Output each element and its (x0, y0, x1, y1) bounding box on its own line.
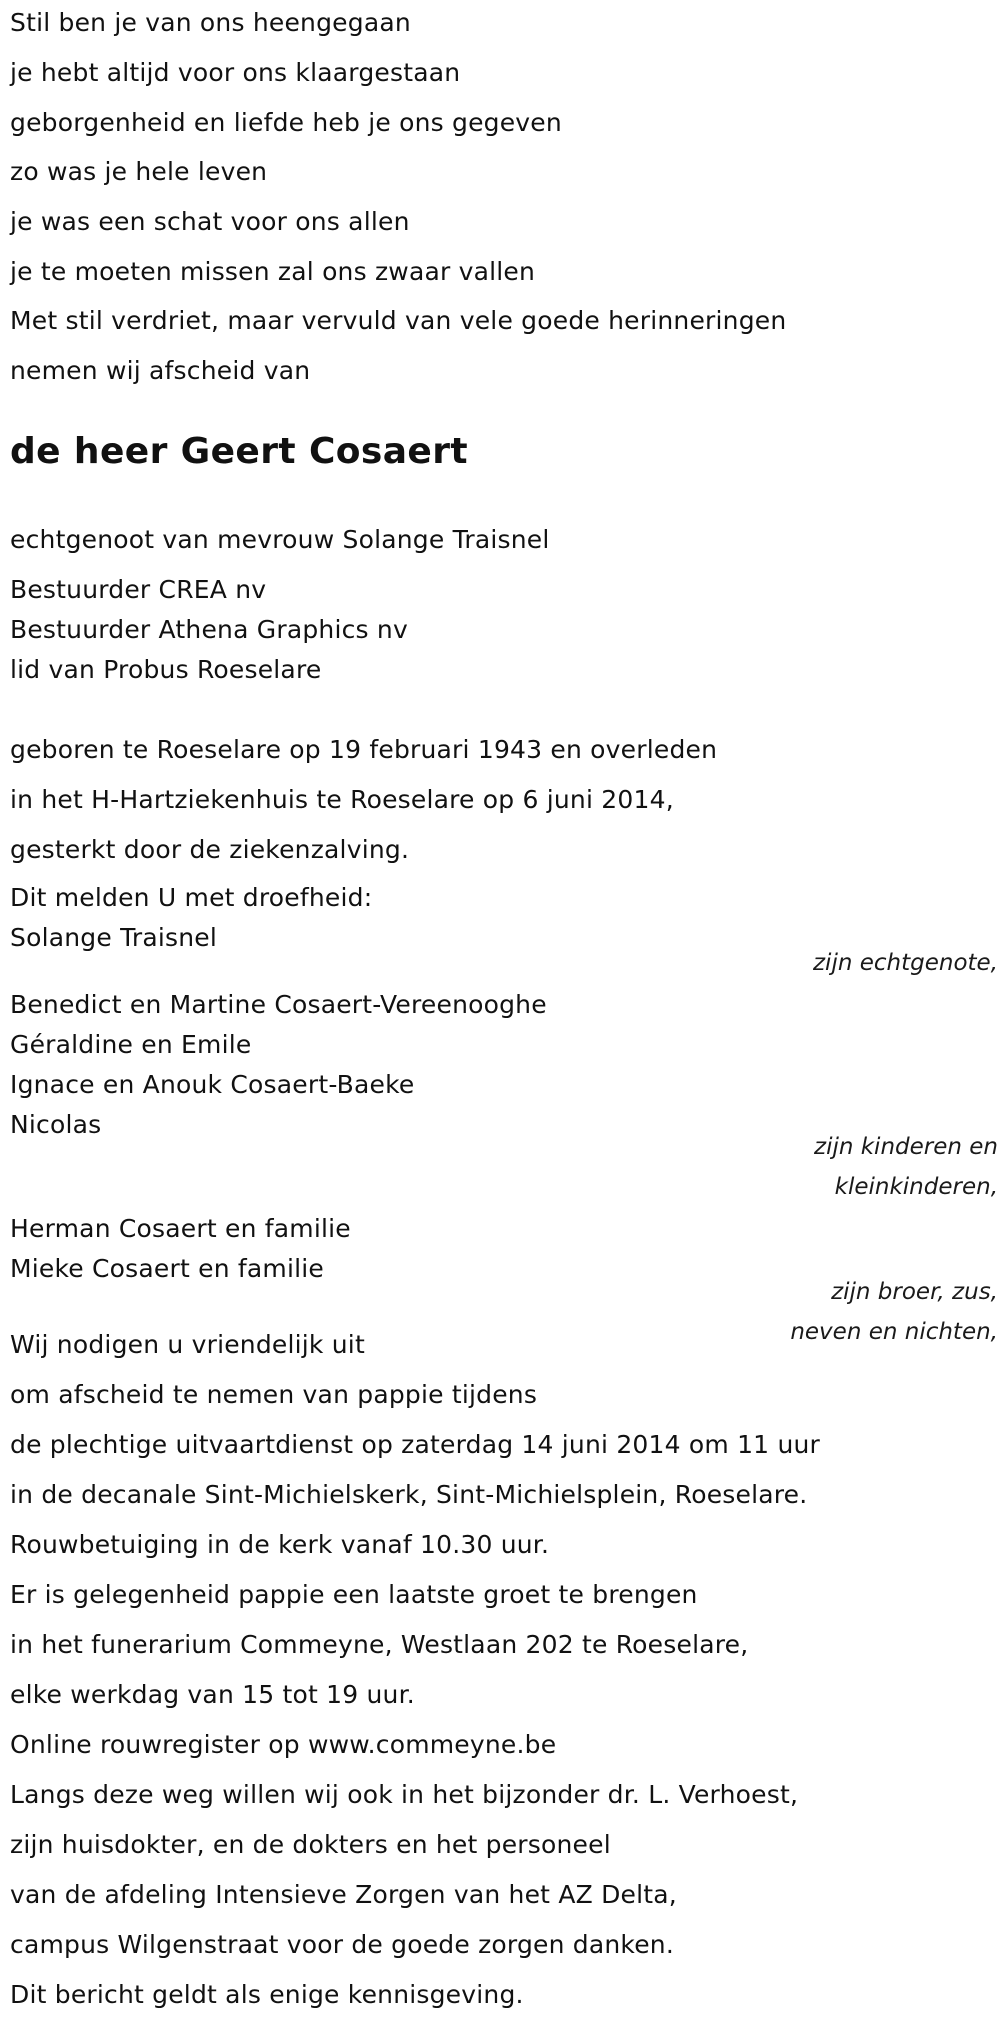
birth-death-line: Dit melden U met droefheid: (10, 883, 373, 912)
poem-line: zo was je hele leven (10, 157, 268, 186)
closing-line: de plechtige uitvaartdienst op zaterdag 14 juni 2014 om 11 uur (10, 1430, 821, 1459)
closing-line: elke werkdag van 15 tot 19 uur. (10, 1680, 415, 1709)
children-role: kleinkinderen, (834, 1174, 998, 1200)
closing-line: Wij nodigen u vriendelijk uit (10, 1330, 365, 1359)
child-name: Ignace en Anouk Cosaert-Baeke (10, 1070, 415, 1099)
poem-line: geborgenheid en liefde heb je ons gegeven (10, 108, 562, 137)
child-name: Géraldine en Emile (10, 1030, 252, 1059)
closing-line: in de decanale Sint-Michielskerk, Sint-Michielsplein, Roeselare. (10, 1480, 808, 1509)
spouse-role: zijn echtgenote, (812, 950, 998, 976)
title-line: Bestuurder Athena Graphics nv (10, 615, 408, 644)
poem-line: Stil ben je van ons heengegaan (10, 8, 411, 37)
sibling-name: Mieke Cosaert en familie (10, 1254, 324, 1283)
title-line: lid van Probus Roeselare (10, 655, 322, 684)
poem-line: je was een schat voor ons allen (10, 207, 410, 236)
siblings-role: zijn broer, zus, (831, 1279, 998, 1305)
title-line: echtgenoot van mevrouw Solange Traisnel (10, 525, 550, 554)
poem-line: nemen wij afscheid van (10, 356, 311, 385)
birth-death-line: gesterkt door de ziekenzalving. (10, 835, 410, 864)
poem-line: je te moeten missen zal ons zwaar vallen (10, 257, 536, 286)
deceased-name: de heer Geert Cosaert (10, 431, 468, 472)
closing-line: Langs deze weg willen wij ook in het bijzonder dr. L. Verhoest, (10, 1780, 799, 1809)
closing-line: Rouwbetuiging in de kerk vanaf 10.30 uur. (10, 1530, 550, 1559)
children-role: zijn kinderen en (814, 1134, 998, 1160)
closing-line: zijn huisdokter, en de dokters en het personeel (10, 1830, 611, 1859)
birth-death-line: geboren te Roeselare op 19 februari 1943 en overleden (10, 735, 718, 764)
closing-line: Online rouwregister op www.commeyne.be (10, 1730, 557, 1759)
closing-line: om afscheid te nemen van pappie tijdens (10, 1380, 538, 1409)
child-name: Nicolas (10, 1110, 102, 1139)
title-line: Bestuurder CREA nv (10, 575, 267, 604)
spouse-name: Solange Traisnel (10, 923, 218, 952)
child-name: Benedict en Martine Cosaert-Vereenooghe (10, 990, 547, 1019)
birth-death-line: in het H-Hartziekenhuis te Roeselare op 6 juni 2014, (10, 785, 674, 814)
closing-line: campus Wilgenstraat voor de goede zorgen danken. (10, 1930, 674, 1959)
closing-line: Dit bericht geldt als enige kennisgeving. (10, 1980, 524, 2009)
poem-line: Met stil verdriet, maar vervuld van vele goede herinneringen (10, 306, 787, 335)
siblings-role: neven en nichten, (790, 1319, 998, 1345)
poem-line: je hebt altijd voor ons klaargestaan (10, 58, 461, 87)
sibling-name: Herman Cosaert en familie (10, 1214, 351, 1243)
closing-line: van de afdeling Intensieve Zorgen van het AZ Delta, (10, 1880, 677, 1909)
closing-line: in het funerarium Commeyne, Westlaan 202 te Roeselare, (10, 1630, 749, 1659)
closing-line: Er is gelegenheid pappie een laatste groet te brengen (10, 1580, 698, 1609)
